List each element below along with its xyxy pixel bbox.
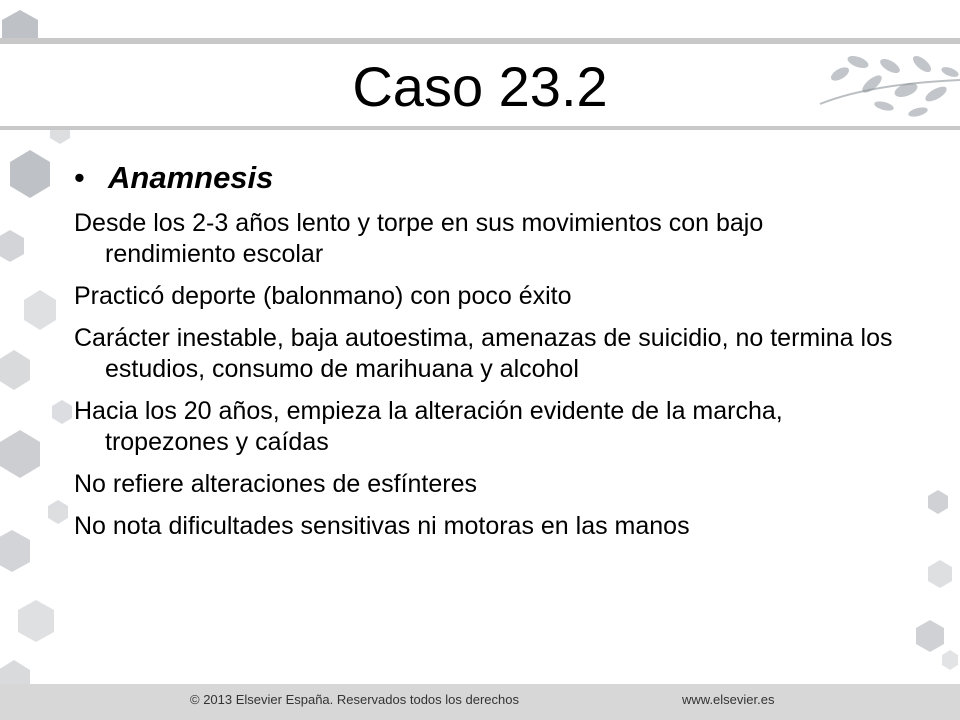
anamnesis-item: No refiere alteraciones de esfínteres bbox=[74, 470, 477, 498]
slide-title: Caso 23.2 bbox=[352, 55, 608, 118]
anamnesis-item: Hacia los 20 años, empieza la alteración evidente de la marcha, tropezones y caídas bbox=[74, 397, 783, 456]
section-heading bbox=[74, 156, 894, 200]
anamnesis-item: Carácter inestable, baja autoestima, amenazas de suicidio, no termina los estudios, consumo de marihuana y alcohol bbox=[74, 324, 893, 383]
anamnesis-item: Desde los 2-3 años lento y torpe en sus movimientos con bajo rendimiento escolar bbox=[74, 209, 764, 268]
slide-body bbox=[74, 156, 894, 553]
title-divider-bottom bbox=[0, 126, 960, 130]
bullet-icon: • bbox=[74, 160, 85, 195]
anamnesis-item: No nota dificultades sensitivas ni motoras en las manos bbox=[74, 512, 690, 540]
anamnesis-item: Practicó deporte (balonmano) con poco éxito bbox=[74, 282, 572, 310]
footer-copyright: © 2013 Elsevier España. Reservados todos los derechos bbox=[190, 692, 519, 707]
section-heading-text: Anamnesis bbox=[108, 160, 274, 195]
footer-url: www.elsevier.es bbox=[682, 692, 775, 707]
